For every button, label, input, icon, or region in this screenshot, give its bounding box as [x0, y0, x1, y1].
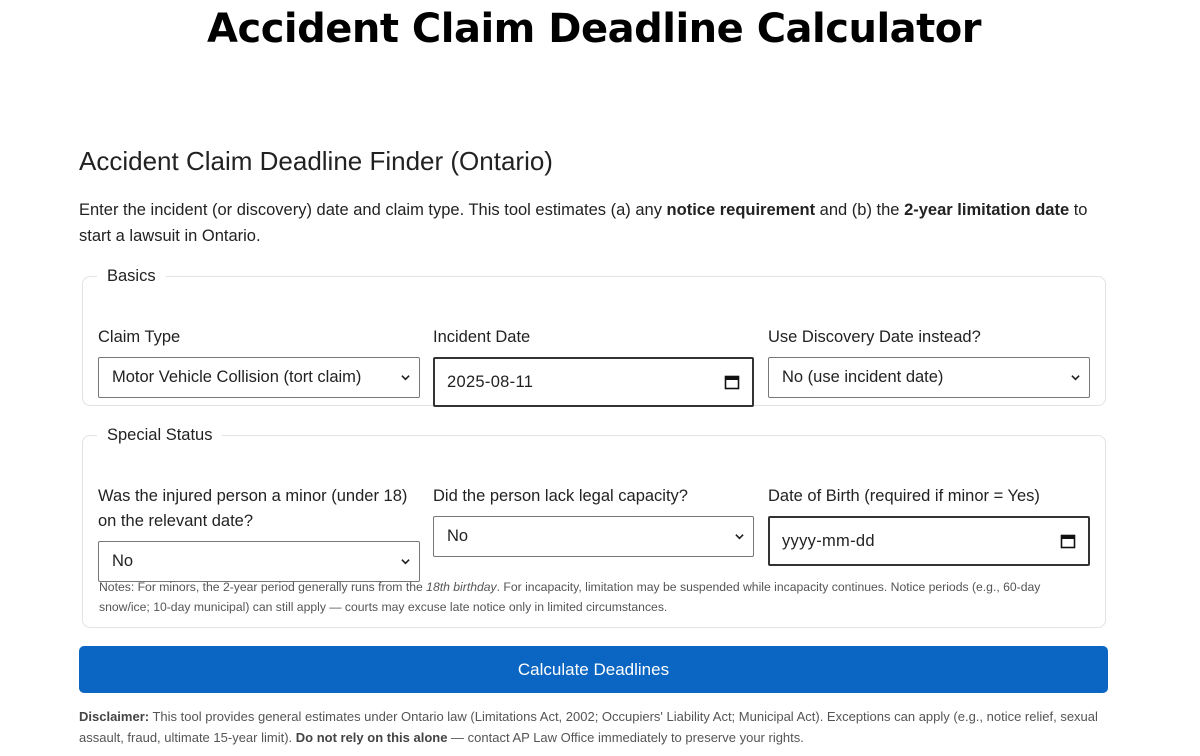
- claim-type-select[interactable]: [98, 357, 420, 398]
- discovery-label: Use Discovery Date instead?: [768, 328, 981, 346]
- chevron-down-icon: [401, 373, 410, 382]
- notes-text: Notes: For minors, the 2-year period generally runs from the 18th birthday. For incapacity, limitation may be suspended while incapacity continues. Notice periods (e.g., 60-day snow/ice; 10-day municipal) can still apply — courts may excuse late notice only in limited circumstances.: [99, 580, 1041, 614]
- dob-input[interactable]: [768, 516, 1090, 566]
- minor-select[interactable]: [98, 541, 420, 582]
- capacity-value: No: [447, 527, 469, 545]
- calendar-icon[interactable]: [1060, 533, 1076, 549]
- chevron-down-icon: [1071, 373, 1080, 382]
- dob-placeholder: yyyy-mm-dd: [782, 532, 875, 550]
- basics-fieldset: [82, 267, 1106, 406]
- calculate-deadlines-button[interactable]: Calculate Deadlines: [79, 646, 1108, 693]
- special-status-legend: Special Status: [107, 426, 213, 444]
- discovery-value: No (use incident date): [782, 368, 944, 386]
- dob-label: Date of Birth (required if minor = Yes): [768, 487, 1040, 505]
- disclaimer-text: Disclaimer: This tool provides general estimates under Ontario law (Limitations Act, 2002; Occupiers' Liability Act; Municipal Act). Exceptions can apply (e.g., notice relief, sexual assault, fraud, ultimate 15-year limit). Do not rely on this alone — contact AP Law Office immediately to preserve your rights.: [79, 709, 1098, 745]
- chevron-down-icon: [401, 557, 410, 566]
- minor-value: No: [112, 552, 134, 570]
- claim-type-value: Motor Vehicle Collision (tort claim): [112, 368, 362, 386]
- incident-date-value: 2025-08-11: [447, 373, 534, 391]
- page-title: Accident Claim Deadline Calculator: [207, 6, 981, 52]
- minor-label: Was the injured person a minor (under 18) on the relevant date?: [98, 487, 408, 530]
- section-heading: Accident Claim Deadline Finder (Ontario): [79, 146, 553, 176]
- capacity-select[interactable]: [433, 516, 754, 557]
- incident-date-input[interactable]: [433, 357, 754, 407]
- basics-legend: Basics: [107, 267, 156, 285]
- discovery-select[interactable]: [768, 357, 1090, 398]
- intro-text: Enter the incident (or discovery) date and claim type. This tool estimates (a) any notice requirement and (b) the 2-year limitation date to start a lawsuit in Ontario.: [79, 201, 1088, 245]
- special-status-fieldset: [82, 426, 1106, 628]
- claim-type-label: Claim Type: [98, 328, 181, 346]
- incident-date-label: Incident Date: [433, 328, 531, 346]
- capacity-label: Did the person lack legal capacity?: [433, 487, 688, 505]
- chevron-down-icon: [735, 532, 744, 541]
- calendar-icon[interactable]: [724, 374, 740, 390]
